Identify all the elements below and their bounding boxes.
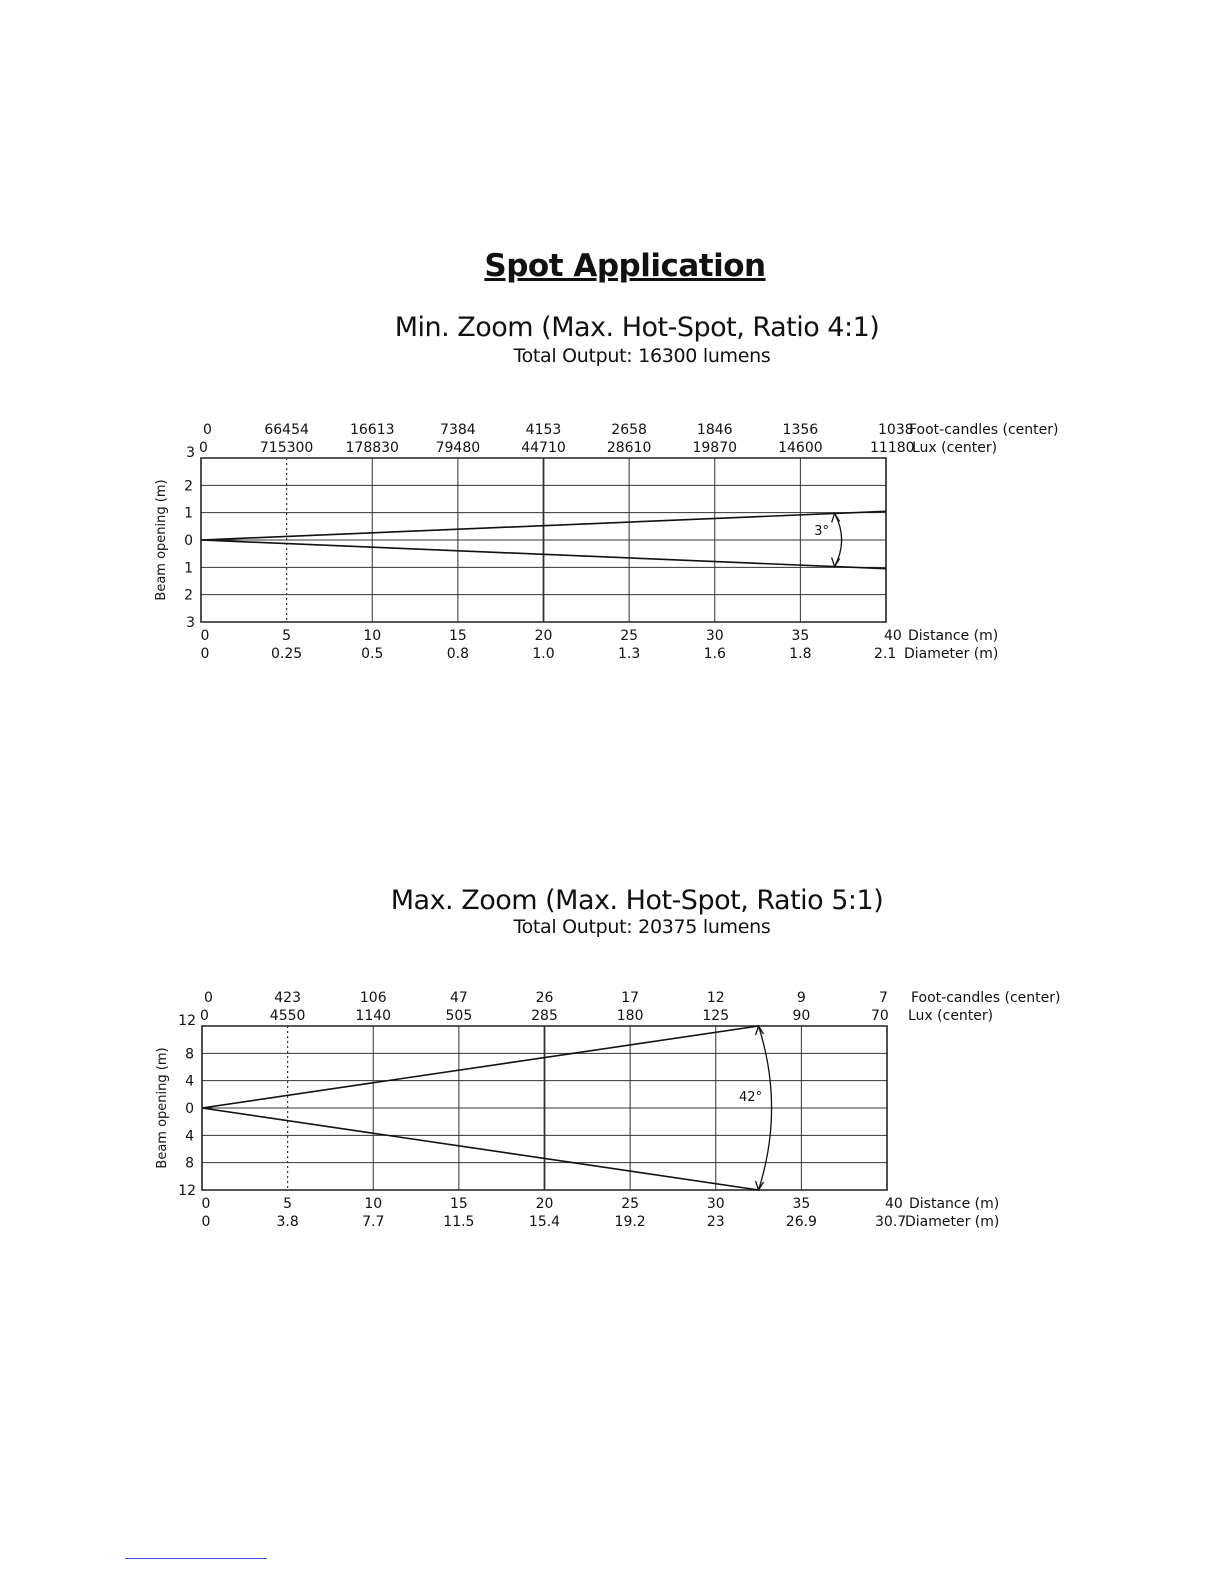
y-tick-label: 12 <box>178 1183 196 1199</box>
lux-value: 0 <box>200 1008 209 1024</box>
footcandle-value: 47 <box>449 990 468 1006</box>
distance-tick: 40 <box>884 628 902 644</box>
distance-tick: 0 <box>201 1196 211 1212</box>
y-axis-label: Beam opening (m) <box>155 1047 170 1169</box>
footcandle-value: 26 <box>535 990 554 1006</box>
lux-value: 44710 <box>521 440 566 456</box>
lux-value: 285 <box>531 1008 558 1024</box>
distance-tick: 30 <box>705 628 724 644</box>
page-title: Spot Application <box>484 248 766 284</box>
diameter-value: 0 <box>200 646 210 662</box>
chart-2-subtitle: Total Output: 20375 lumens <box>513 916 771 938</box>
chart-max-zoom <box>0 978 1224 1248</box>
diameter-value: 7.7 <box>362 1214 385 1230</box>
angle-label: 3° <box>814 524 830 539</box>
distance-tick: 35 <box>791 628 810 644</box>
distance-tick: 25 <box>620 628 639 644</box>
footcandle-label: Foot-candles (center) <box>909 422 1059 438</box>
y-tick-label: 4 <box>185 1073 194 1090</box>
beam-lower-line <box>202 1108 759 1190</box>
distance-tick: 10 <box>364 1196 383 1212</box>
footcandle-value: 9 <box>796 990 806 1006</box>
footcandle-value: 2658 <box>611 422 647 438</box>
lux-value: 0 <box>199 440 208 456</box>
diameter-value: 0 <box>201 1214 211 1230</box>
distance-tick: 25 <box>621 1196 640 1212</box>
distance-tick: 20 <box>534 628 553 644</box>
footcandle-value: 7 <box>879 990 888 1006</box>
y-tick-label: 0 <box>184 533 193 549</box>
diameter-value: 26.9 <box>785 1214 817 1230</box>
footnote-rule <box>125 1558 267 1559</box>
distance-tick: 10 <box>363 628 382 644</box>
y-axis-label: Beam opening (m) <box>154 479 169 601</box>
lux-value: 70 <box>871 1008 889 1024</box>
diameter-value: 30.7 <box>875 1214 907 1230</box>
chart-2-title: Max. Zoom (Max. Hot-Spot, Ratio 5:1) <box>390 885 884 916</box>
footcandle-value: 12 <box>706 990 725 1006</box>
y-tick-label: 2 <box>184 478 193 495</box>
footcandle-value: 7384 <box>440 422 476 438</box>
distance-label: Distance (m) <box>909 1196 1000 1212</box>
lux-value: 505 <box>445 1008 473 1024</box>
footcandle-value: 1038 <box>878 422 914 438</box>
diameter-value: 1.0 <box>532 646 555 662</box>
distance-tick: 15 <box>449 1196 468 1212</box>
diameter-value: 2.1 <box>874 646 897 662</box>
diameter-value: 0.8 <box>446 646 470 662</box>
y-tick-label: 1 <box>184 505 193 522</box>
footcandle-value: 66454 <box>264 422 309 438</box>
diameter-label: Diameter (m) <box>905 1214 1000 1230</box>
distance-tick: 30 <box>706 1196 725 1212</box>
lux-value: 1140 <box>355 1008 392 1024</box>
footcandle-label: Foot-candles (center) <box>911 990 1061 1006</box>
diameter-value: 15.4 <box>528 1214 561 1230</box>
lux-value: 11180 <box>870 440 915 456</box>
diameter-value: 23 <box>706 1214 725 1230</box>
angle-label: 42° <box>739 1090 763 1105</box>
y-tick-label: 3 <box>186 445 195 461</box>
y-tick-label: 0 <box>185 1101 194 1117</box>
diameter-label: Diameter (m) <box>904 646 999 662</box>
lux-value: 28610 <box>606 440 652 456</box>
footcandle-value: 423 <box>274 990 301 1006</box>
distance-tick: 15 <box>448 628 467 644</box>
y-tick-label: 8 <box>185 1155 194 1172</box>
footcandle-value: 1356 <box>782 422 819 438</box>
diameter-value: 19.2 <box>614 1214 646 1230</box>
distance-tick: 35 <box>792 1196 811 1212</box>
chart-min-zoom <box>0 410 1224 680</box>
footcandle-value: 0 <box>203 422 212 438</box>
y-tick-label: 1 <box>184 560 193 577</box>
footcandle-value: 16613 <box>349 422 395 438</box>
lux-value: 79480 <box>435 440 481 456</box>
y-tick-label: 12 <box>178 1013 196 1029</box>
diameter-value: 11.5 <box>443 1214 475 1230</box>
distance-tick: 5 <box>283 1196 293 1212</box>
lux-value: 180 <box>616 1008 644 1024</box>
y-tick-label: 4 <box>185 1128 194 1145</box>
y-tick-label: 2 <box>184 587 193 604</box>
y-tick-label: 3 <box>186 615 195 631</box>
footcandle-value: 17 <box>621 990 640 1006</box>
distance-tick: 20 <box>535 1196 554 1212</box>
lux-value: 4550 <box>269 1008 306 1024</box>
footcandle-value: 106 <box>359 990 387 1006</box>
lux-value: 90 <box>792 1008 811 1024</box>
footcandle-value: 4153 <box>525 422 562 438</box>
diameter-value: 0.25 <box>271 646 303 662</box>
beam-upper-line <box>202 1026 759 1108</box>
chart-1-subtitle: Total Output: 16300 lumens <box>513 345 771 367</box>
lux-label: Lux (center) <box>912 440 998 456</box>
distance-tick: 5 <box>282 628 292 644</box>
footcandle-value: 0 <box>204 990 213 1006</box>
lux-value: 125 <box>702 1008 730 1024</box>
lux-value: 14600 <box>778 440 823 456</box>
chart-1-title: Min. Zoom (Max. Hot-Spot, Ratio 4:1) <box>394 312 880 343</box>
y-tick-label: 8 <box>185 1046 194 1063</box>
footcandle-value: 1846 <box>696 422 733 438</box>
distance-tick: 40 <box>885 1196 903 1212</box>
distance-tick: 0 <box>200 628 210 644</box>
lux-value: 178830 <box>345 440 399 456</box>
diameter-value: 3.8 <box>276 1214 299 1230</box>
lux-label: Lux (center) <box>908 1008 994 1024</box>
diameter-value: 1.3 <box>617 646 641 662</box>
diameter-value: 1.6 <box>703 646 726 662</box>
diameter-value: 1.8 <box>789 646 812 662</box>
diameter-value: 0.5 <box>361 646 384 662</box>
lux-value: 715300 <box>259 440 314 456</box>
lux-value: 19870 <box>692 440 738 456</box>
distance-label: Distance (m) <box>908 628 999 644</box>
